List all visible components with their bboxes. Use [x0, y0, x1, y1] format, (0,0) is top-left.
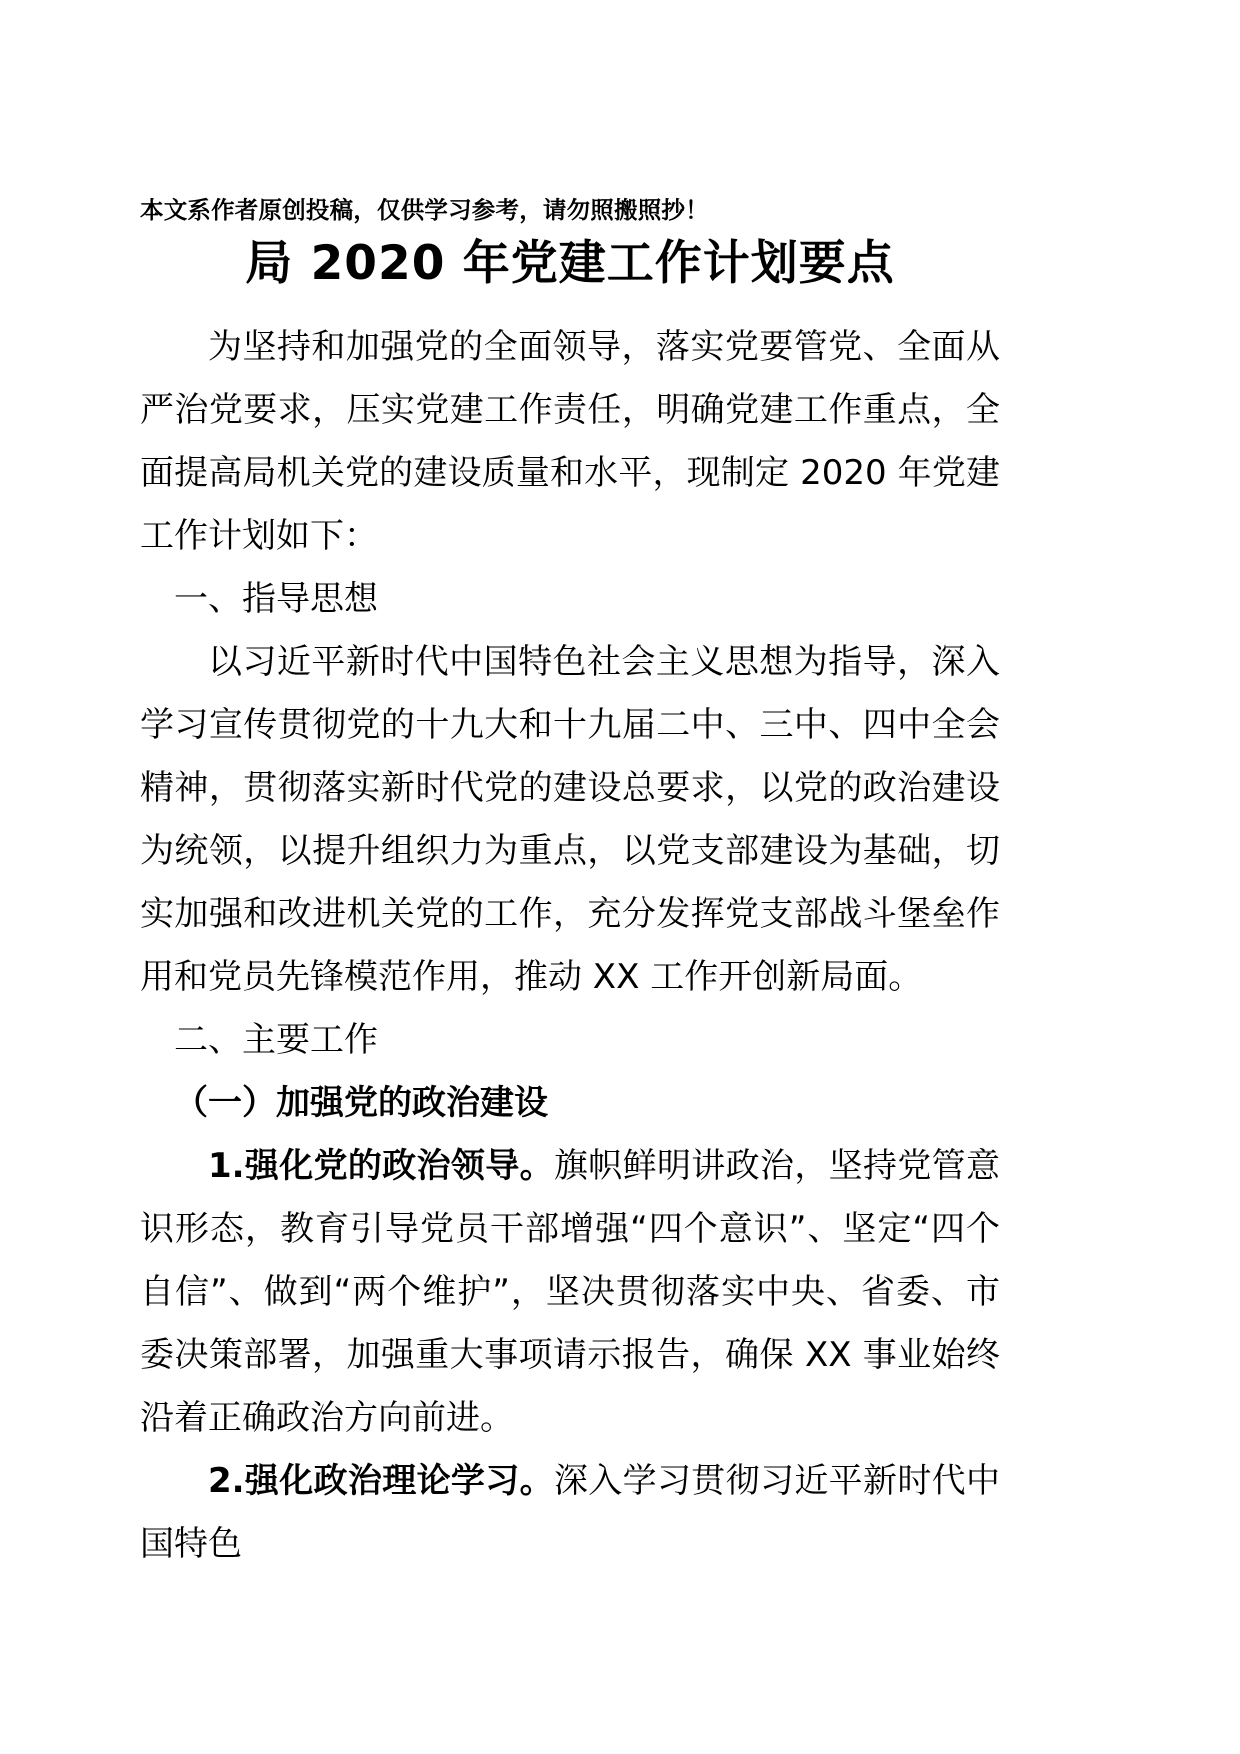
item-2-paragraph — [140, 1450, 1000, 1576]
intro-paragraph: 为坚持和加强党的全面领导，落实党要管党、全面从严治党要求，压实党建工作责任，明确党建工作重点，全面提高局机关党的建设质量和水平，现制定 2020 年党建工作计划如下： — [140, 327, 1000, 557]
item-1-lead: 1.强化党的政治领导。 — [208, 1146, 554, 1187]
document-body — [140, 196, 1000, 1576]
item-2-text: 深入学习贯彻习近平新时代中国特色 — [140, 1461, 1001, 1565]
item-1-text: 旗帜鲜明讲政治，坚持党管意识形态，教育引导党员干部增强“四个意识”、坚定“四个自信”、做到“两个维护”，坚决贯彻落实中央、省委、市委决策部署，加强重大事项请示报告，确保 XX 事业始终沿着正确政治方向前进。 — [140, 1146, 1001, 1439]
section-heading-one: 一、指导思想 — [174, 579, 378, 620]
item-2-lead: 2.强化政治理论学习。 — [208, 1461, 554, 1502]
item-1-paragraph — [140, 1135, 1000, 1450]
section-heading-two: 二、主要工作 — [174, 1020, 378, 1061]
subsection-heading-one: （一）加强党的政治建设 — [174, 1083, 548, 1124]
copyright-notice: 本文系作者原创投稿，仅供学习参考，请勿照搬照抄！ — [140, 196, 709, 224]
page-title: 局 2020 年党建工作计划要点 — [245, 236, 895, 292]
guiding-thought-paragraph: 以习近平新时代中国特色社会主义思想为指导，深入学习宣传贯彻党的十九大和十九届二中、三中、四中全会精神，贯彻落实新时代党的建设总要求，以党的政治建设为统领，以提升组织力为重点，以党支部建设为基础，切实加强和改进机关党的工作，充分发挥党支部战斗堡垒作用和党员先锋模范作用，推动 XX 工作开创新局面。 — [140, 642, 1000, 998]
